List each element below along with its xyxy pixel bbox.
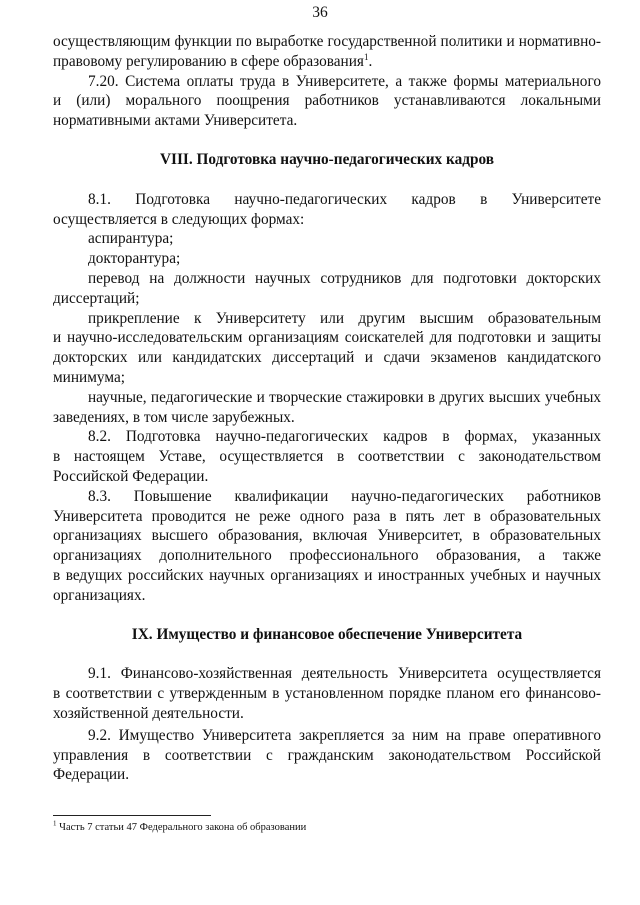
text-line: 9.2. Имущество Университета закрепляется за ним на праве оперативного xyxy=(88,726,601,744)
text-line: управления в соответствии с гражданским законодательством Российской xyxy=(53,746,601,764)
text-line: организациях дополнительного профессионального образования, а также xyxy=(53,547,601,565)
list-item: прикрепление к Университету или другим высшим образовательным xyxy=(88,309,601,327)
text-line: осуществляется в следующих формах: xyxy=(53,210,305,228)
text-line: заведениях, в том числе зарубежных. xyxy=(53,408,295,426)
footnote-ref: 1 xyxy=(363,51,369,62)
text-line: правовому регулированию в сфере образования$^1$. xyxy=(53,51,373,70)
text-line: докторских или кандидатских диссертаций и сдачи экзаменов кандидатского xyxy=(53,349,601,367)
page-number: 36 xyxy=(312,4,328,21)
footnote-mark: 1 xyxy=(53,819,57,828)
footnote-text: Часть 7 статьи 47 Федерального закона об образовании xyxy=(59,822,307,833)
text-line: нормативными актами Университета. xyxy=(53,112,298,130)
document-body xyxy=(53,32,601,785)
text-line: 9.1. Финансово-хозяйственная деятельность Университета осуществляется xyxy=(88,665,601,683)
list-item: перевод на должности научных сотрудников для подготовки докторских xyxy=(88,269,601,287)
text-line: 8.3. Повышение квалификации научно-педагогических работников xyxy=(88,487,601,505)
paragraph-8-1 xyxy=(53,190,601,428)
section-heading-9: IX. Имущество и финансовое обеспечение Университета xyxy=(131,626,523,644)
section-heading-8: VIII. Подготовка научно-педагогических кадров xyxy=(159,151,495,169)
paragraph-8-2 xyxy=(53,427,601,486)
text-fragment: правовому регулированию в сфере образования xyxy=(53,52,364,70)
list-item: аспирантура; xyxy=(88,230,174,248)
text-line: Российской Федерации. xyxy=(53,467,209,485)
footnote xyxy=(53,819,307,833)
paragraph-7-20 xyxy=(53,72,601,131)
text-line: Федерации. xyxy=(53,766,130,784)
text-line: 7.20. Система оплаты труда в Университете, а также формы материального xyxy=(88,72,601,90)
text-line: в ведущих российских научных организациях и иностранных учебных и научных xyxy=(53,566,601,584)
text-line: минимума; xyxy=(53,368,125,386)
text-line: осуществляющим функции по выработке государственной политики и нормативно- xyxy=(53,33,601,50)
text-line: в настоящем Уставе, осуществляется в соответствии с законодательством xyxy=(53,448,601,466)
text-line: 8.2. Подготовка научно-педагогических кадров в формах, указанных xyxy=(88,428,601,446)
text-line: организациях. xyxy=(53,586,146,604)
text-line: и (или) морального поощрения работников устанавливаются локальными xyxy=(53,92,601,110)
footnote-separator xyxy=(53,815,211,816)
text-line: Университета проводится не реже одного раза в пять лет в образовательных xyxy=(53,507,601,525)
text-line: в соответствии с утвержденным в установленном порядке планом его финансово- xyxy=(53,685,601,703)
text-line: организациях высшего образования, включая Университет, в образовательных xyxy=(53,527,601,545)
paragraph-9-1 xyxy=(53,664,601,723)
paragraph-9-2 xyxy=(53,726,601,785)
paragraph-intro xyxy=(53,32,601,72)
text-line: 8.1. Подготовка научно-педагогических кадров в Университете xyxy=(88,190,601,208)
paragraph-8-3 xyxy=(53,487,601,606)
list-item: докторантура; xyxy=(88,250,181,268)
text-line: диссертаций; xyxy=(53,289,140,307)
list-item: научные, педагогические и творческие стажировки в других высших учебных xyxy=(88,388,601,406)
text-line: и научно-исследовательским организациям соискателей для подготовки и защиты xyxy=(53,329,601,347)
text-line: хозяйственной деятельности. xyxy=(53,704,244,722)
